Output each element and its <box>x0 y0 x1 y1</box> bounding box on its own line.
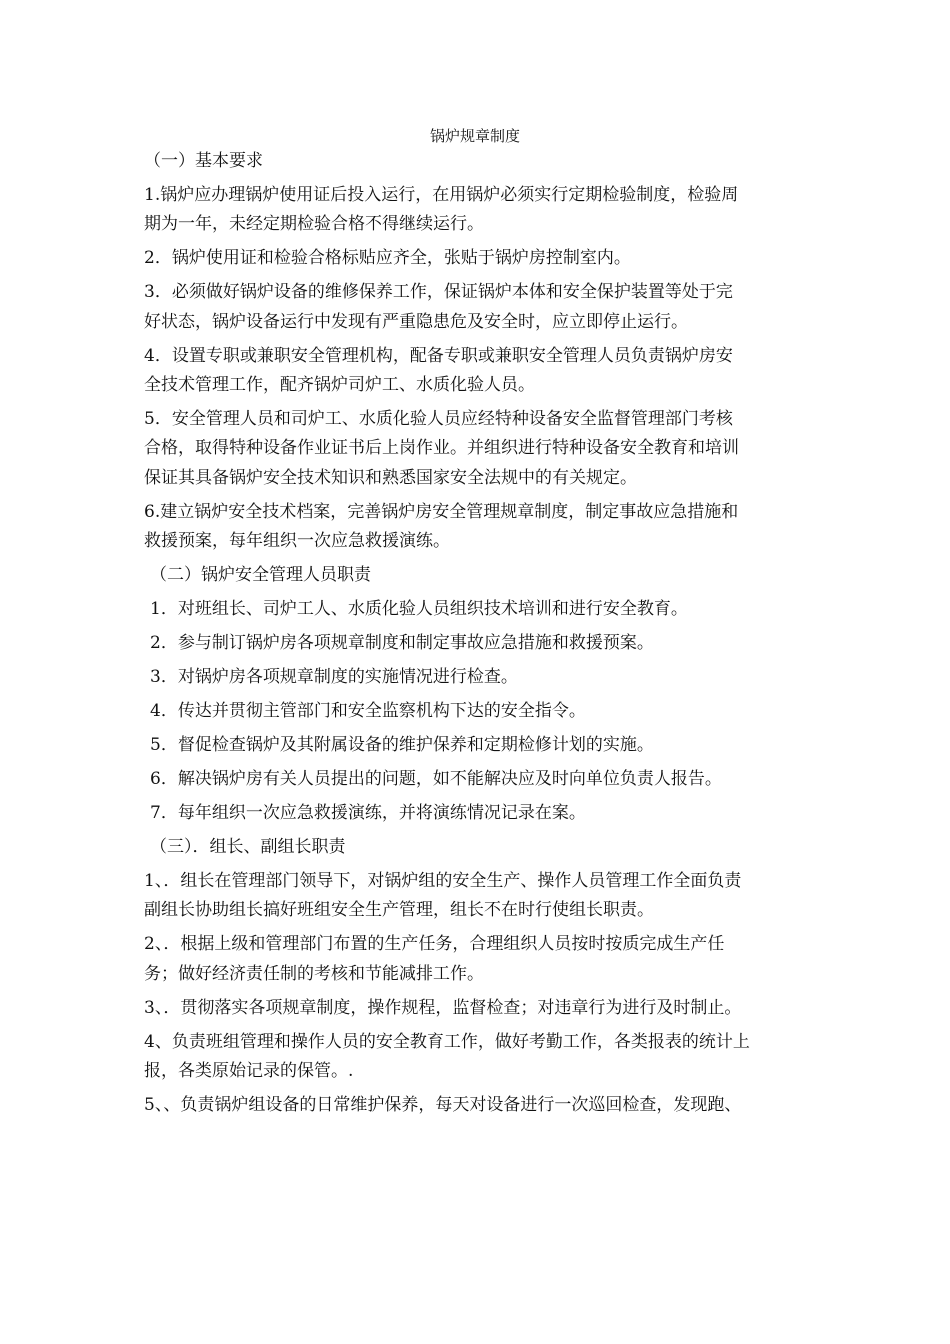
paragraph-line: 2、．根据上级和管理部门布置的生产任务，合理组织人员按时按质完成生产任 <box>144 934 725 955</box>
paragraph-line: 好状态，锅炉设备运行中发现有严重隐患危及安全时，应立即停止运行。 <box>144 311 688 332</box>
section-heading-team-leader-duties: （三）．组长、副组长职责 <box>150 837 346 858</box>
list-item: 7．每年组织一次应急救援演练，并将演练情况记录在案。 <box>150 803 586 824</box>
paragraph-line: 3、．贯彻落实各项规章制度，操作规程，监督检查；对违章行为进行及时制止。 <box>144 997 742 1018</box>
paragraph-line: 1、．组长在管理部门领导下，对锅炉组的安全生产、操作人员管理工作全面负责 <box>144 871 742 892</box>
list-item: 3．对锅炉房各项规章制度的实施情况进行检查。 <box>150 667 518 688</box>
paragraph-line: 全技术管理工作，配齐锅炉司炉工、水质化验人员。 <box>144 375 535 396</box>
section-heading-basic-requirements: （一）基本要求 <box>144 151 263 171</box>
paragraph-line: 副组长协助组长搞好班组安全生产管理，组长不在时行使组长职责。 <box>144 900 654 921</box>
paragraph-line: 务；做好经济责任制的考核和节能减排工作。 <box>144 963 484 984</box>
list-item: 1．对班组长、司炉工人、水质化验人员组织技术培训和进行安全教育。 <box>150 599 688 620</box>
paragraph-line: 4、负责班组管理和操作人员的安全教育工作，做好考勤工作，各类报表的统计上 <box>144 1031 750 1052</box>
paragraph-line: 合格，取得特种设备作业证书后上岗作业。并组织进行特种设备安全教育和培训 <box>144 438 739 459</box>
list-item: 6．解决锅炉房有关人员提出的问题，如不能解决应及时向单位负责人报告。 <box>150 769 722 790</box>
paragraph-line: 5．安全管理人员和司炉工、水质化验人员应经特种设备安全监督管理部门考核 <box>144 409 733 430</box>
document-title: 锅炉规章制度 <box>429 127 520 145</box>
paragraph-line: 2．锅炉使用证和检验合格标贴应齐全，张贴于锅炉房控制室内。 <box>144 248 631 269</box>
paragraph-line: 3．必须做好锅炉设备的维修保养工作，保证锅炉本体和安全保护装置等处于完 <box>144 282 733 303</box>
paragraph-line: 6.建立锅炉安全技术档案，完善锅炉房安全管理规章制度，制定事故应急措施和 <box>144 501 739 522</box>
paragraph-line: 报，各类原始记录的保管。. <box>144 1061 354 1082</box>
paragraph-line: 4．设置专职或兼职安全管理机构，配备专职或兼职安全管理人员负责锅炉房安 <box>144 345 733 366</box>
document-body <box>144 147 812 1121</box>
list-item: 5．督促检查锅炉及其附属设备的维护保养和定期检修计划的实施。 <box>150 735 654 756</box>
paragraph-line: 保证其具备锅炉安全技术知识和熟悉国家安全法规中的有关规定。 <box>144 467 637 488</box>
paragraph-line: 救援预案，每年组织一次应急救援演练。 <box>144 531 450 552</box>
section-heading-safety-manager-duties: （二）锅炉安全管理人员职责 <box>150 565 371 586</box>
list-item: 2．参与制订锅炉房各项规章制度和制定事故应急措施和救援预案。 <box>150 633 654 654</box>
paragraph-line: 5、、负责锅炉组设备的日常维护保养，每天对设备进行一次巡回检查，发现跑、 <box>144 1095 742 1116</box>
list-item: 4．传达并贯彻主管部门和安全监察机构下达的安全指令。 <box>150 701 586 722</box>
paragraph-line: 1.锅炉应办理锅炉使用证后投入运行，在用锅炉必须实行定期检验制度，检验周 <box>144 184 739 205</box>
paragraph-line: 期为一年，未经定期检验合格不得继续运行。 <box>144 214 484 235</box>
